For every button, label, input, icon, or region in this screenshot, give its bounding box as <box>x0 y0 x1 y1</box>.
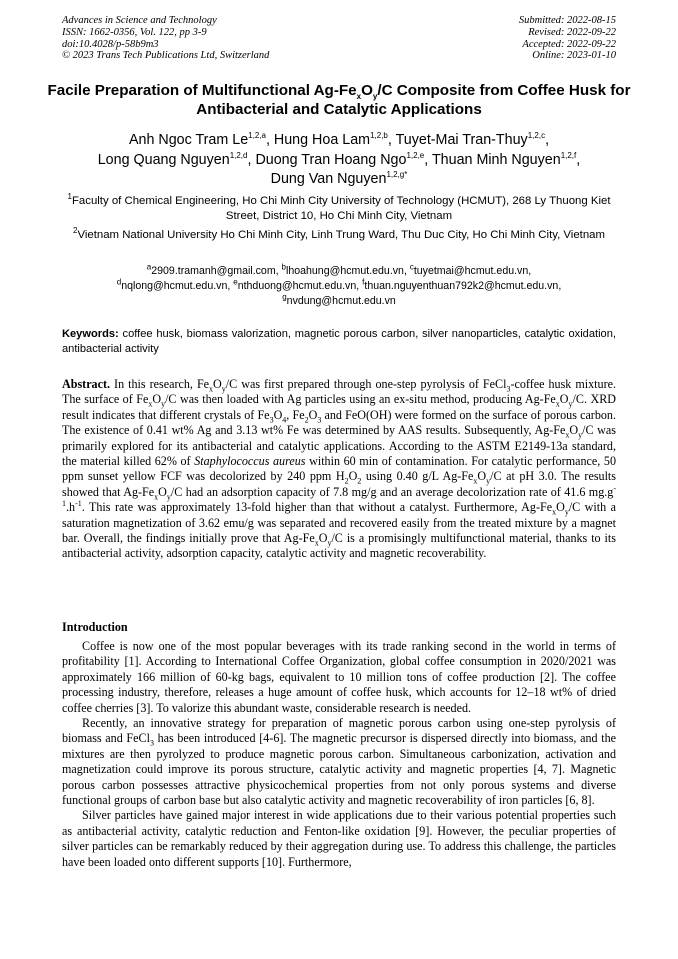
accepted-date: Accepted: 2022-09-22 <box>522 38 616 50</box>
journal-name: Advances in Science and Technology <box>62 15 217 26</box>
abstract: Abstract. In this research, $Fe_xO_y/C$ was first prepared through one-step pyrolysis of FeCl$_3$-coffee husk mixture. The surface of $Fe_xO_y/C$ was then loaded with Ag particles using an ex-situ method, producing $Ag-Fe_xO_y/C$. XRD result indicates that different crystals of $Fe_3O_4$, $Fe_2O_3$ and FeO(OH) were formed on the surface of porous carbon. The existence of 0.41 wt% Ag and 3.13 wt% Fe was determined by AAS results. Subsequently, $Ag-Fe_xO_y/C$ was primarily explored for its antibacterial and catalytic applications. According to the ASTM E2149-13a standard, the material killed 62% of Staphylococcus aureus within 60 min of contamination. For catalytic performance, 50 ppm sunset yellow FCF was decolorized by 240 ppm $H_2O_2$ using 0.40 g/L $Ag-Fe_xO_y/C$ at pH 3.0. The results showed that $Ag-Fe_xO_y/C$ had an adsorption capacity of 7.8 mg/g and an average decolorization rate of 41.6 $mg.g^{-1}.h^{-1}$. This rate was approximately 13-fold higher than that without a catalyst. Furthermore, $Ag-Fe_xO_y/C$ with a saturation magnetization of 3.62 emu/g was separated and recovered easily from the treated mixture by a magnet bar. Overall, the findings initially prove that $Ag-Fe_xO_y/C$ is a promisingly multifunctional material, thanks to its antibacterial activity, adsorption capacity, catalytic activity and magnetic recoverability. <box>62 377 617 561</box>
journal-header-left <box>62 15 269 62</box>
paragraph: Recently, an innovative strategy for preparation of magnetic porous carbon using one-step pyrolysis of biomass and FeCl$_3$ has been introduced [4-6]. The magnetic precursor is dispersed directly into biomass, and the mixtures are then pyrolyzed to produce magnetic porous carbon. Simultaneous carbonization, activation and magnetization could improve its porous structure, catalytic activity and magnetic properties [4, 7]. Magnetic porous carbon possesses attractive physicochemical properties from not only porous systems and diverse functional groups of carbon base but also catalytic activity and magnetic recoverability of iron particles [6, 8]. <box>62 716 617 808</box>
doi: doi:10.4028/p-58b9m3 <box>62 38 159 50</box>
organism-name: Staphylococcus aureus <box>194 454 306 469</box>
email: nvdung@hcmut.edu.vn <box>286 295 396 307</box>
email-list: $^a$2909.tramanh@gmail.com, $^b$lhoahung@hcmut.edu.vn, $^c$tuyetmai@hcmut.edu.vn, $^d$nqlong@hcmut.edu.vn, $^e$nthduong@hcmut.edu.vn, $^f$thuan.nguyenthuan792k2@hcmut.edu.vn, $^g$nvdung@hcmut.edu.vn <box>116 262 562 307</box>
paragraph: Silver particles have gained major interest in wide applications due to their various potential properties such as antibacterial activity, catalytic reduction and Fenton-like oxidation [9]. However, the peculiar properties of silver particles can be remarkably reduced by their aggregation during use. To address this challenge, the particles have been loaded onto different supports [10]. Furthermore, <box>62 808 616 869</box>
affiliation-2: $^2$Vietnam National University Ho Chi Minh City, Linh Trung Ward, Thu Duc City, Ho Chi Minh City, Vietnam <box>73 226 605 241</box>
revised-date: Revised: 2022-09-22 <box>528 26 616 38</box>
email: 2909.tramanh@gmail.com <box>151 265 276 277</box>
email: nthduong@hcmut.edu.vn <box>237 280 357 292</box>
issn: ISSN: 1662-0356, Vol. 122, pp 3-9 <box>62 26 207 38</box>
introduction-body <box>62 639 616 870</box>
author: Thuan Minh Nguyen <box>431 151 561 168</box>
journal-header-right <box>519 15 616 62</box>
keywords <box>62 327 616 356</box>
author: Hung Hoa Lam <box>273 132 371 148</box>
paragraph: Coffee is now one of the most popular beverages with its trade ranking second in the world in terms of profitability [1]. According to International Coffee Organization, global coffee consumption in 2020/2021 was approximately 166 million of 60-kg bags, equivalent to 10 million tons of coffee production [2]. The coffee processing industry, therefore, releases a huge amount of coffee husk, which accounts for 12–18 wt% of dried coffee cherries [3]. To valorize this abundant waste, considerable research is needed. <box>62 639 616 715</box>
submitted-date: Submitted: 2022-08-15 <box>518 15 616 26</box>
email: thuan.nguyenthuan792k2@hcmut.edu.vn <box>364 280 559 292</box>
author: Anh Ngoc Tram Le <box>128 132 249 148</box>
affiliation-1: $^1$Faculty of Chemical Engineering, Ho Chi Minh City University of Technology (HCMUT), 268 Ly Thuong Kiet Street, District 10, Ho Chi Minh City, Vietnam <box>67 192 611 222</box>
email: nqlong@hcmut.edu.vn <box>121 280 228 292</box>
author: Long Quang Nguyen <box>97 151 230 168</box>
keywords-text: coffee husk, biomass valorization, magnetic porous carbon, silver nanoparticles, catalytic oxidation, antibacterial activity <box>62 328 616 355</box>
author: Duong Tran Hoang Ngo <box>255 151 407 168</box>
author: Tuyet-Mai Tran-Thuy <box>395 132 528 148</box>
section-heading-introduction: Introduction <box>62 620 128 634</box>
keywords-label: Keywords: <box>62 328 119 340</box>
author-list: Anh Ngoc Tram Le$^{1,2,a}$, Hung Hoa Lam$^{1,2,b}$, Tuyet-Mai Tran-Thuy$^{1,2,c}$, Long Quang Nguyen$^{1,2,d}$, Duong Tran Hoang Ngo$^{1,2,e}$, Thuan Minh Nguyen$^{1,2,f}$, Dung Van Nguyen$^{1,2,g*}$ <box>97 131 581 187</box>
email: tuyetmai@hcmut.edu.vn <box>413 265 529 277</box>
paper-title: Facile Preparation of Multifunctional $Ag-Fe_xO_y/C$ Composite from Coffee Husk for Antibacterial and Catalytic Applications <box>47 82 631 118</box>
online-date: Online: 2023-01-10 <box>532 50 616 62</box>
email: lhoahung@hcmut.edu.vn <box>286 265 404 277</box>
author: Dung Van Nguyen <box>270 171 387 187</box>
copyright: © 2023 Trans Tech Publications Ltd, Switzerland <box>62 50 270 62</box>
abstract-label: Abstract. <box>62 377 111 391</box>
